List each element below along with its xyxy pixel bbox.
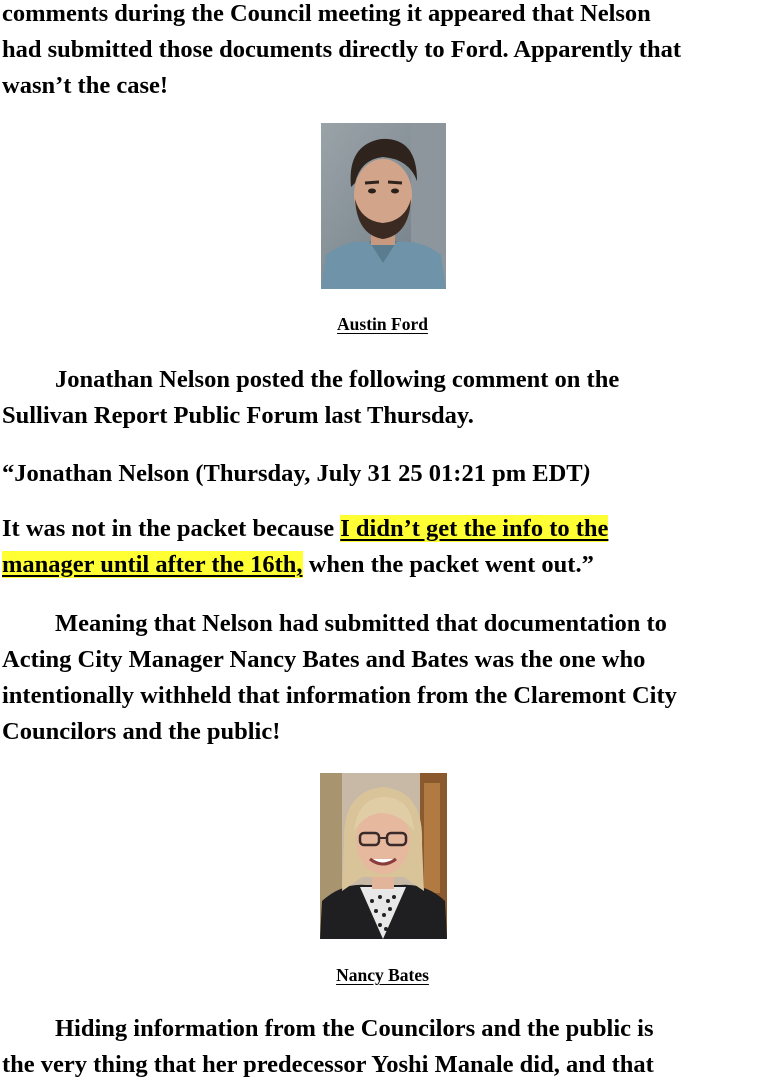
highlighted-quote-text: I didn’t get the info to the (340, 515, 609, 542)
paragraph-line: Acting City Manager Nancy Bates and Bates was the one who (2, 646, 646, 673)
paragraph-line: Jonathan Nelson posted the following comment on the (55, 366, 620, 393)
paragraph-hiding-information (2, 1011, 764, 1083)
paragraph-line: Hiding information from the Councilors and the public is (55, 1015, 654, 1042)
quote-header-close-paren: ) (582, 460, 591, 487)
nancy-bates-caption: Nancy Bates (336, 965, 429, 985)
paragraph-line: intentionally withheld that information from the Claremont City (2, 682, 677, 709)
paragraph-nelson-posted (2, 362, 764, 434)
quote-header-text: “Jonathan Nelson (Thursday, July 31 25 01:21 pm EDT (2, 460, 583, 487)
paragraph-line: had submitted those documents directly to Ford. Apparently that (2, 36, 682, 63)
paragraph-line: Councilors and the public! (2, 718, 281, 745)
portrait-woman-image (320, 773, 447, 939)
paragraph-line (2, 511, 764, 547)
paragraph-line: wasn’t the case! (2, 72, 169, 99)
paragraph-line: comments during the Council meeting it appeared that Nelson (2, 0, 651, 27)
paragraph-nelson-documents (2, 0, 764, 104)
nancy-bates-photo (320, 773, 447, 939)
quote-text: It was not in the packet because (2, 515, 341, 542)
austin-ford-caption: Austin Ford (337, 314, 428, 334)
paragraph-line (2, 547, 764, 583)
quote-text: when the packet went out.” (302, 551, 594, 578)
paragraph-line: the very thing that her predecessor Yoshi Manale did, and that (2, 1051, 654, 1078)
paragraph-meaning (2, 606, 764, 750)
austin-ford-photo (321, 123, 446, 289)
quote-header (2, 456, 764, 492)
portrait-man-image (321, 123, 446, 289)
paragraph-line: Meaning that Nelson had submitted that documentation to (55, 610, 667, 637)
quote-body (2, 511, 764, 583)
paragraph-line: Sullivan Report Public Forum last Thursday. (2, 402, 474, 429)
highlighted-quote-text: manager until after the 16th, (2, 551, 303, 578)
